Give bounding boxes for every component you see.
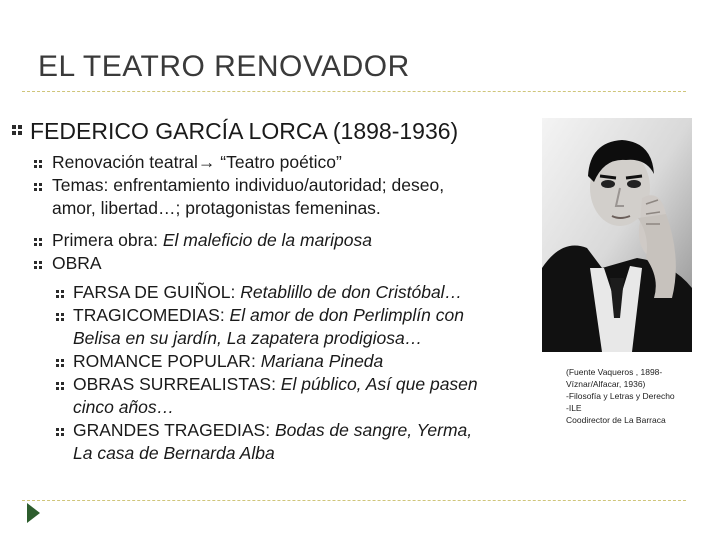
obra-surrealistas	[73, 373, 478, 396]
obra-label: ROMANCE POPULAR:	[73, 351, 261, 371]
obra-work: Bodas de sangre, Yerma,	[274, 420, 473, 440]
obra-label: FARSA DE GUIÑOL:	[73, 282, 241, 302]
slide-heading: FEDERICO GARCÍA LORCA (1898-1936)	[30, 118, 459, 144]
item-renovacion: Renovación teatral→ “Teatro poético”	[52, 152, 342, 172]
title-rule	[22, 91, 686, 92]
item-bullet	[34, 183, 42, 191]
obra-bullet	[56, 313, 64, 321]
obra-work: Retablillo de don Cristóbal…	[240, 282, 463, 302]
item-label: Primera obra:	[52, 230, 163, 250]
obra-label: TRAGICOMEDIAS:	[73, 305, 230, 325]
obra-bullet	[56, 290, 64, 298]
photo-caption	[566, 366, 675, 426]
obra-farsa	[73, 281, 462, 304]
item-work: El maleficio de la mariposa	[162, 230, 372, 250]
obra-work: El público, Así que pasen	[280, 374, 478, 394]
obra-tragedias-line2	[73, 442, 275, 465]
obra-tragicomedias	[73, 304, 464, 327]
caption-line: -Filosofía y Letras y Derecho	[566, 391, 675, 401]
obra-work: Mariana Pineda	[260, 351, 384, 371]
slide-title: EL TEATRO RENOVADOR	[38, 50, 410, 83]
item-obra: OBRA	[52, 253, 102, 273]
item-bullet	[34, 261, 42, 269]
caption-line: Víznar/Alfacar, 1936)	[566, 379, 646, 389]
item-bullet	[34, 160, 42, 168]
obra-label: OBRAS SURREALISTAS:	[73, 374, 281, 394]
obra-work: El amor de don Perlimplín con	[229, 305, 464, 325]
caption-line: Coodirector de La Barraca	[566, 415, 666, 425]
item-primera-obra	[52, 229, 372, 252]
obra-work-cont: cinco años…	[73, 397, 175, 417]
caption-line: (Fuente Vaqueros , 1898-	[566, 367, 663, 377]
obra-work-cont: La casa de Bernarda Alba	[73, 443, 275, 463]
next-slide-arrow-icon[interactable]	[27, 503, 40, 523]
obra-surrealistas-line2	[73, 396, 174, 419]
obra-tragicomedias-line2	[73, 327, 422, 350]
item-bullet	[34, 238, 42, 246]
obra-tragedias	[73, 419, 472, 442]
footer-rule	[22, 500, 686, 501]
portrait-photo	[542, 118, 692, 352]
obra-bullet	[56, 382, 64, 390]
caption-line: -ILE	[566, 403, 582, 413]
item-temas-line2: amor, libertad…; protagonistas femeninas.	[52, 198, 381, 218]
obra-label: GRANDES TRAGEDIAS:	[73, 420, 275, 440]
obra-romance	[73, 350, 383, 373]
obra-bullet	[56, 359, 64, 367]
heading-bullet	[12, 125, 22, 135]
obra-work-cont: Belisa en su jardín, La zapatera prodigiosa…	[73, 328, 423, 348]
obra-bullet	[56, 428, 64, 436]
item-temas-line1: Temas: enfrentamiento individuo/autoridad; deseo,	[52, 175, 445, 195]
